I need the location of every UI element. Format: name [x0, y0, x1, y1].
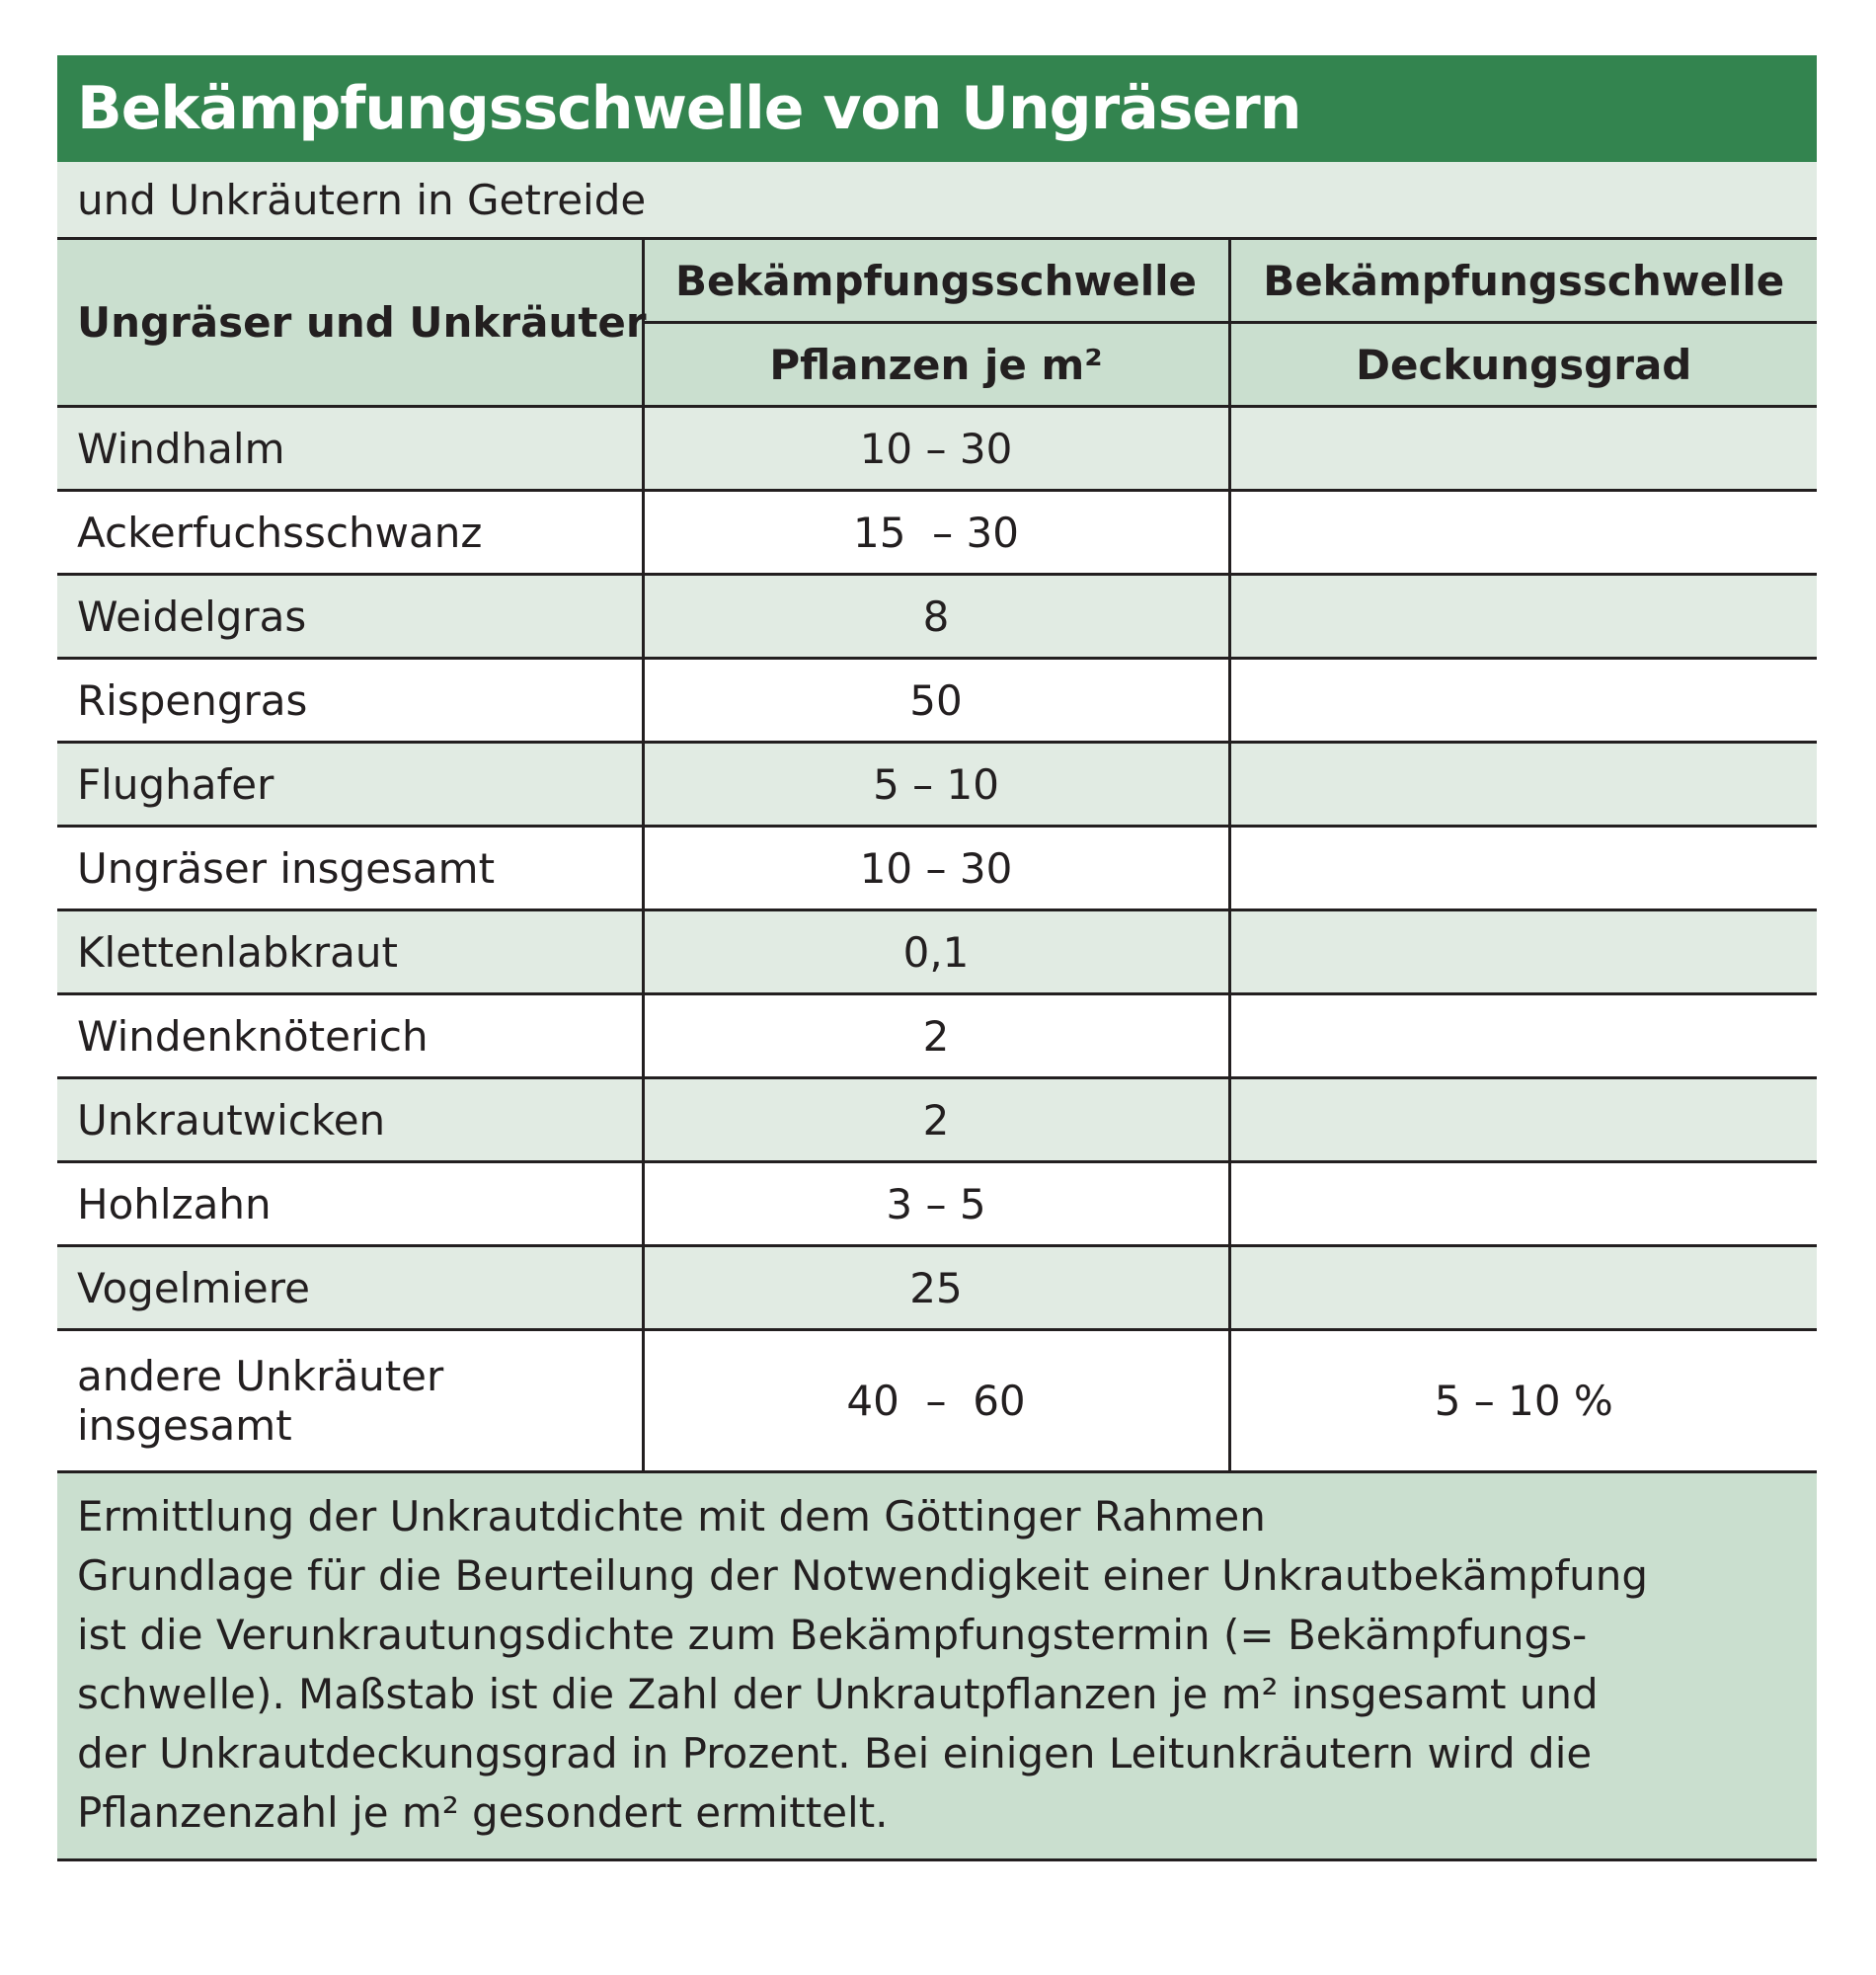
plants-per-m2-value: 2	[643, 994, 1229, 1078]
coverage-value	[1229, 407, 1817, 491]
coverage-value	[1229, 659, 1817, 743]
species-name: Vogelmiere	[57, 1246, 643, 1330]
coverage-value	[1229, 910, 1817, 994]
coverage-value	[1229, 575, 1817, 659]
plants-per-m2-value: 10 – 30	[643, 827, 1229, 910]
species-name: Hohlzahn	[57, 1162, 643, 1246]
note-line: der Unkrautdeckungsgrad in Prozent. Bei einigen Leitunkräutern wird die	[77, 1729, 1593, 1778]
species-name: Ackerfuchsschwanz	[57, 491, 643, 575]
table-row	[57, 1078, 1817, 1162]
explanation-note	[57, 1473, 1817, 1861]
species-name: Weidelgras	[57, 575, 643, 659]
table-row	[57, 827, 1817, 910]
species-name: Unkrautwicken	[57, 1078, 643, 1162]
table-row	[57, 994, 1817, 1078]
plants-per-m2-value: 5 – 10	[643, 743, 1229, 827]
species-name: andere Unkräuter insgesamt	[57, 1330, 643, 1472]
plants-per-m2-value: 25	[643, 1246, 1229, 1330]
column-header-species: Ungräser und Unkräuter	[57, 240, 643, 407]
table-row	[57, 491, 1817, 575]
coverage-value	[1229, 743, 1817, 827]
threshold-table	[57, 240, 1817, 1473]
plants-per-m2-value: 3 – 5	[643, 1162, 1229, 1246]
species-name: Rispengras	[57, 659, 643, 743]
plants-per-m2-value: 0,1	[643, 910, 1229, 994]
note-heading: Ermittlung der Unkrautdichte mit dem Göttinger Rahmen	[77, 1492, 1266, 1540]
table-row	[57, 910, 1817, 994]
table-row	[57, 1162, 1817, 1246]
column-subheader-plants-per-m2: Pflanzen je m²	[643, 323, 1229, 407]
note-line: Grundlage für die Beurteilung der Notwendigkeit einer Unkrautbekämpfung	[77, 1551, 1649, 1600]
plants-per-m2-value: 40 – 60	[643, 1330, 1229, 1472]
table-row	[57, 407, 1817, 491]
plants-per-m2-value: 8	[643, 575, 1229, 659]
coverage-value	[1229, 1246, 1817, 1330]
column-header-threshold-coverage: Bekämpfungsschwelle	[1229, 240, 1817, 323]
note-line: schwelle). Maßstab ist die Zahl der Unkrautpflanzen je m² insgesamt und	[77, 1670, 1599, 1718]
document-subtitle: und Unkräutern in Getreide	[77, 175, 647, 224]
title-bar	[57, 55, 1817, 162]
weed-threshold-document	[57, 55, 1817, 1861]
coverage-value	[1229, 827, 1817, 910]
table-row	[57, 659, 1817, 743]
note-line: Pflanzenzahl je m² gesondert ermittelt.	[77, 1788, 889, 1837]
coverage-value	[1229, 994, 1817, 1078]
subtitle-bar	[57, 162, 1817, 240]
document-title: Bekämpfungsschwelle von Ungräsern	[77, 74, 1301, 143]
column-subheader-coverage: Deckungsgrad	[1229, 323, 1817, 407]
species-name: Windenknöterich	[57, 994, 643, 1078]
table-row	[57, 575, 1817, 659]
coverage-value: 5 – 10 %	[1229, 1330, 1817, 1472]
table-row	[57, 743, 1817, 827]
note-line: ist die Verunkrautungsdichte zum Bekämpfungstermin (= Bekämpfungs-	[77, 1611, 1588, 1659]
coverage-value	[1229, 491, 1817, 575]
species-name: Ungräser insgesamt	[57, 827, 643, 910]
coverage-value	[1229, 1078, 1817, 1162]
species-name: Klettenlabkraut	[57, 910, 643, 994]
species-name: Flughafer	[57, 743, 643, 827]
table-row	[57, 1246, 1817, 1330]
plants-per-m2-value: 50	[643, 659, 1229, 743]
plants-per-m2-value: 15 – 30	[643, 491, 1229, 575]
species-name: Windhalm	[57, 407, 643, 491]
table-row	[57, 1330, 1817, 1472]
column-header-threshold-plants: Bekämpfungsschwelle	[643, 240, 1229, 323]
coverage-value	[1229, 1162, 1817, 1246]
plants-per-m2-value: 2	[643, 1078, 1229, 1162]
plants-per-m2-value: 10 – 30	[643, 407, 1229, 491]
